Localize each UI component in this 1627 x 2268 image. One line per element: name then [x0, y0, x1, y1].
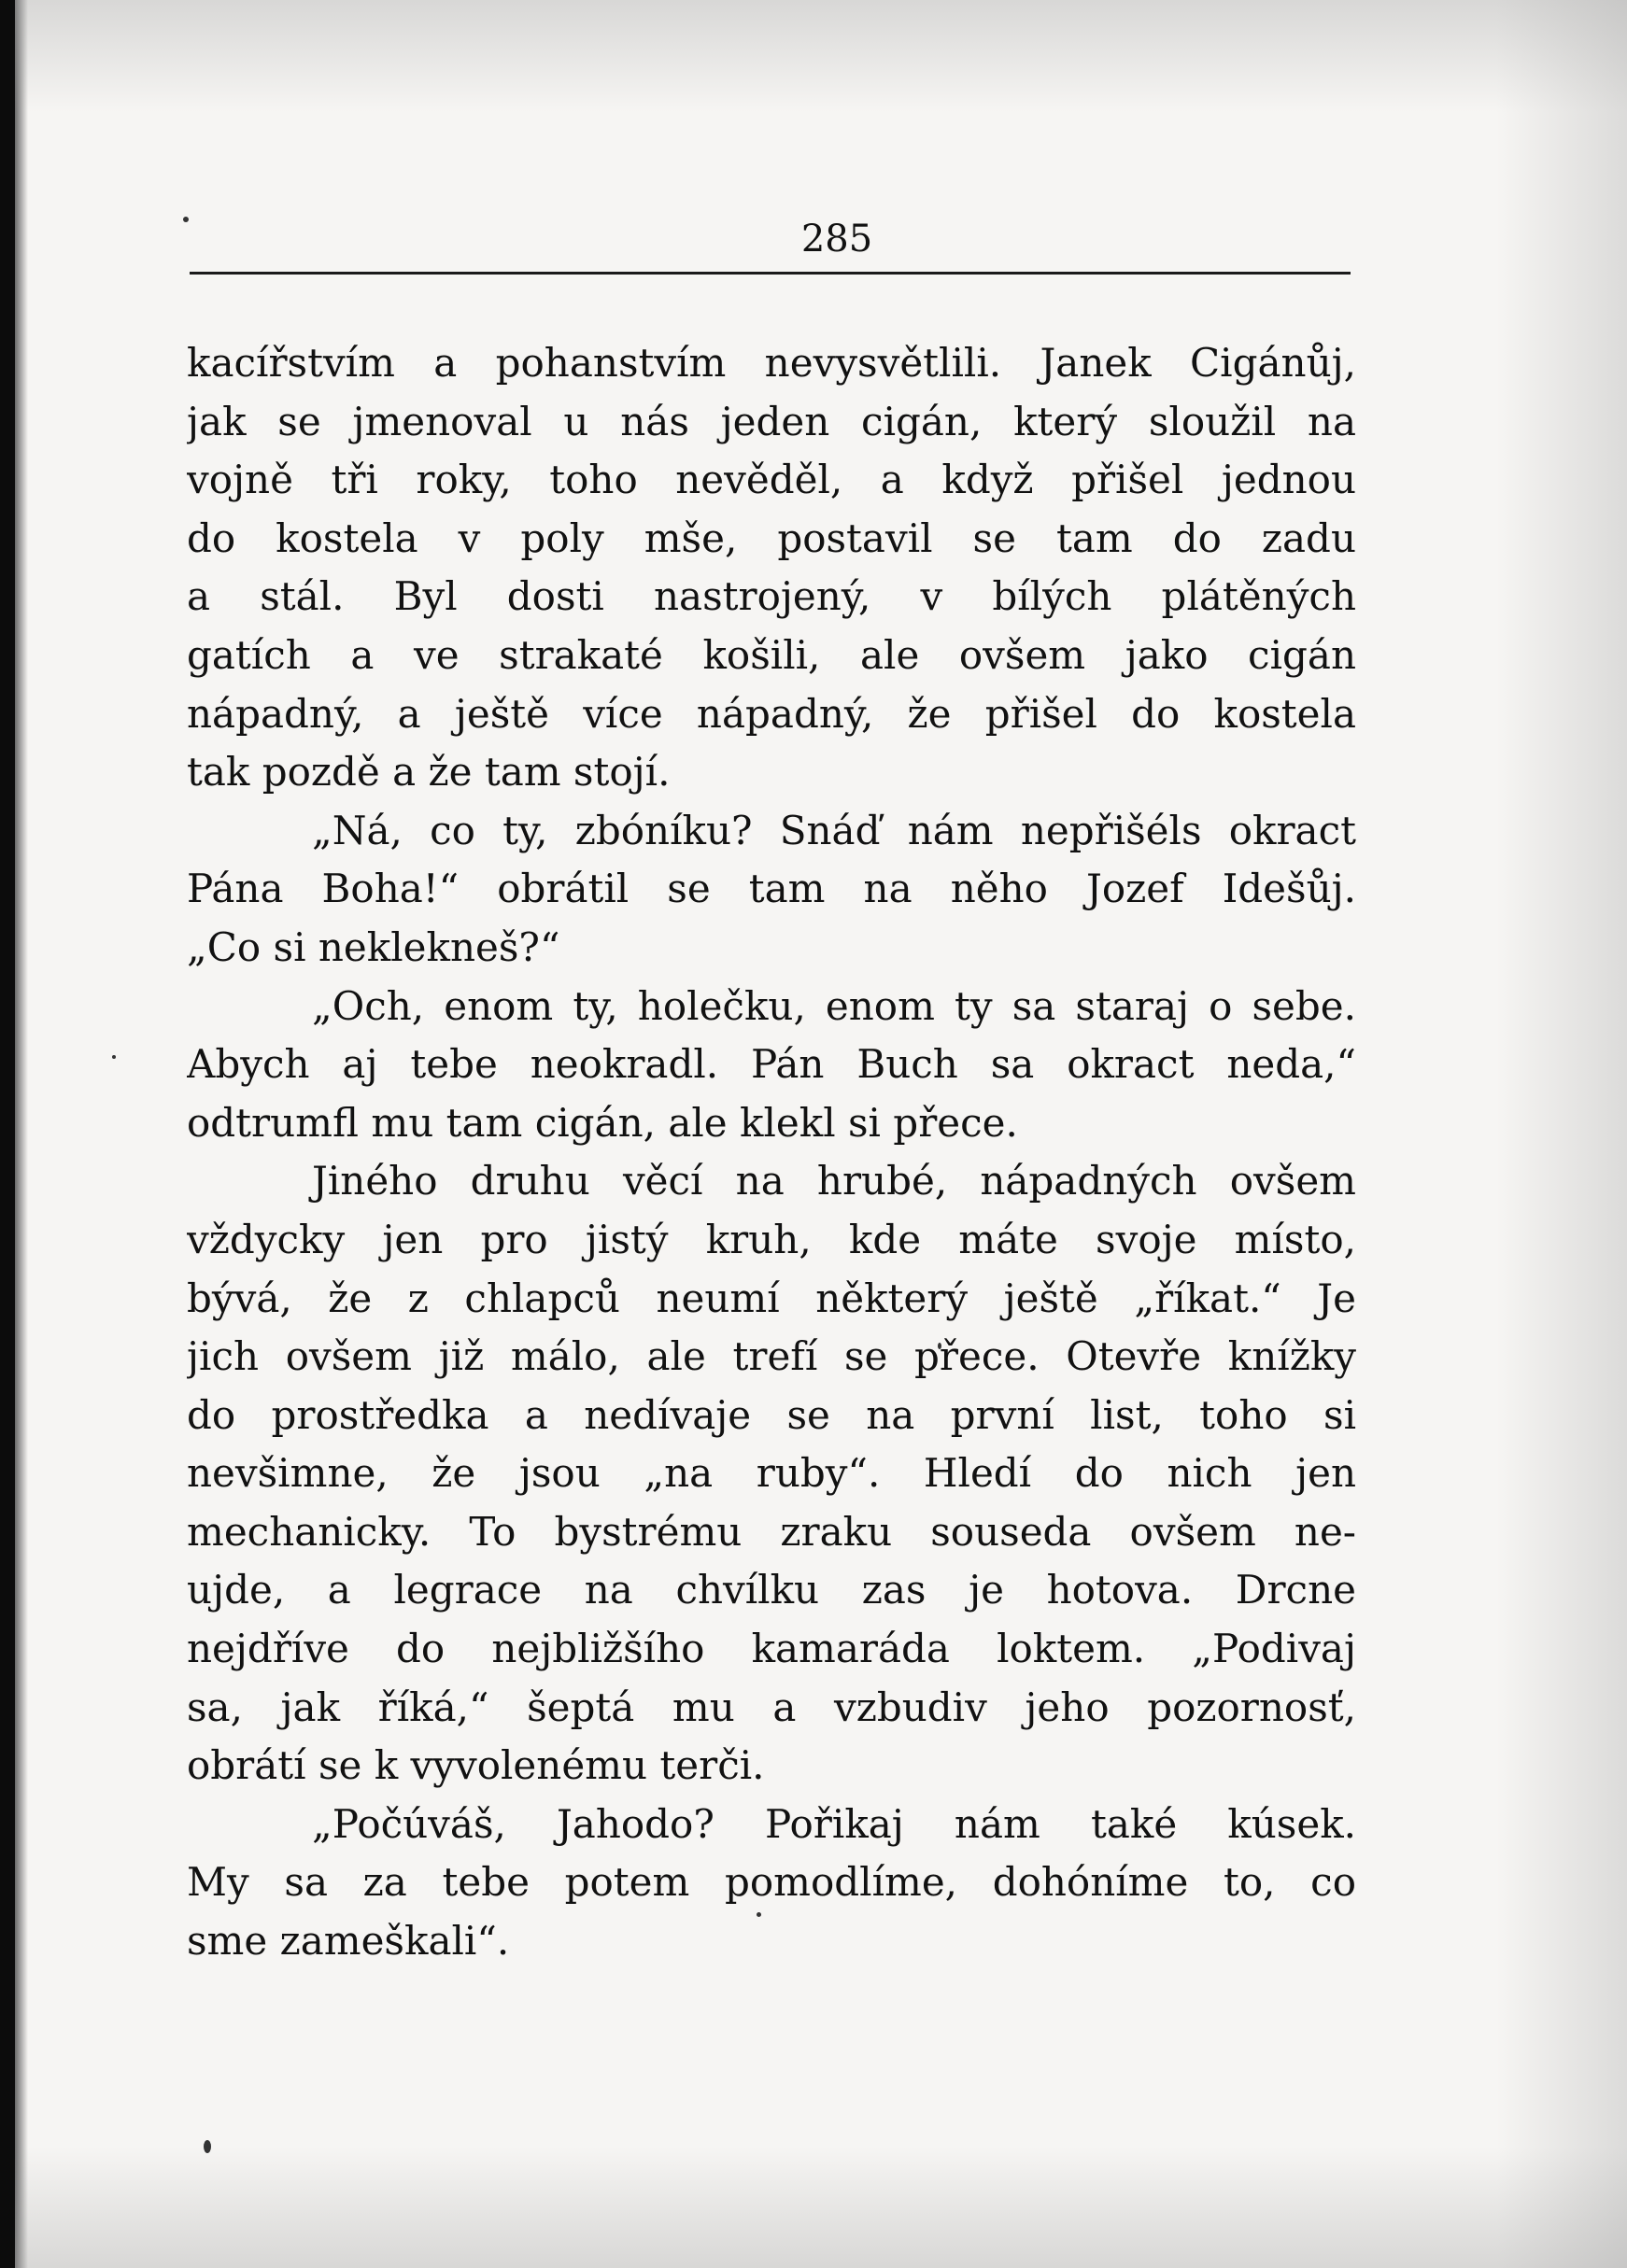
scan-bottom-grain [15, 2147, 1627, 2268]
page-number: 285 [800, 218, 873, 261]
text-line: tak pozdě a že tam stojí. [187, 749, 671, 796]
page-left-shadow [15, 0, 28, 2268]
text-line: mechanicky. To bystrému zraku souseda ovšem ne- [187, 1508, 1356, 1555]
text-line: odtrumfl mu tam cigán, ale klekl si přece. [187, 1099, 1018, 1146]
text-line: „Počúváš, Jahodo? Pořikaj nám také kúsek. [312, 1800, 1356, 1847]
text-line: kacířstvím a pohanstvím nevysvětlili. Janek Cigánůj, [187, 340, 1356, 386]
scan-right-grain [1496, 0, 1627, 2268]
text-line: jich ovšem již málo, ale trefí se přece. Otevře knížky [187, 1333, 1356, 1380]
text-line: do kostela v poly mše, postavil se tam do zadu [187, 514, 1356, 561]
text-line: sa, jak říká,“ šeptá mu a vzbudiv jeho pozornosť, [187, 1683, 1356, 1730]
text-line: Pána Boha!“ obrátil se tam na něho Jozef Idešůj. [187, 866, 1356, 912]
scan-top-grain [15, 0, 1627, 112]
text-line: „Och, enom ty, holečku, enom ty sa staraj o sebe. [312, 982, 1356, 1029]
text-line: obrátí se k vyvolenému terči. [187, 1742, 765, 1789]
text-line: gatích a ve strakaté košili, ale ovšem jako cigán [187, 631, 1356, 678]
scan-speck [204, 2140, 211, 2153]
text-line: bývá, že z chlapců neumí některý ještě „říkat.“ Je [187, 1275, 1356, 1321]
body-text [187, 334, 1356, 1971]
text-line: a stál. Byl dosti nastrojený, v bílých plátěných [187, 573, 1356, 620]
page-left-edge [0, 0, 15, 2268]
scan-speck [112, 1055, 116, 1059]
text-line: Jiného druhu věcí na hrubé, nápadných ovšem [312, 1158, 1356, 1204]
text-line: jak se jmenoval u nás jeden cigán, který sloužil na [187, 398, 1356, 444]
text-line: Abych aj tebe neokradl. Pán Buch sa okract neda,“ [187, 1041, 1356, 1088]
text-line: nejdříve do nejbližšího kamaráda loktem. „Podivaj [187, 1626, 1356, 1672]
text-line: „Ná, co ty, zbóníku? Snáď nám nepřišéls okract [312, 807, 1356, 853]
text-line: „Co si neklekneš?“ [187, 923, 560, 970]
text-line: ujde, a legrace na chvílku zas je hotova. Drcne [187, 1567, 1356, 1613]
text-line: vojně tři roky, toho nevěděl, a když přišel jednou [187, 457, 1356, 503]
text-line: do prostředka a nedívaje se na první list, toho si [187, 1391, 1356, 1438]
text-line: sme zameškali“. [187, 1918, 510, 1965]
header-rule [190, 272, 1351, 275]
text-line: nevšimne, že jsou „na ruby“. Hledí do nich jen [187, 1450, 1356, 1497]
text-line: nápadný, a ještě více nápadný, že přišel do kostela [187, 690, 1356, 737]
text-line: vždycky jen pro jistý kruh, kde máte svoje místo, [187, 1216, 1356, 1262]
text-line: My sa za tebe potem pomodlíme, dohóníme to, co [187, 1859, 1356, 1906]
